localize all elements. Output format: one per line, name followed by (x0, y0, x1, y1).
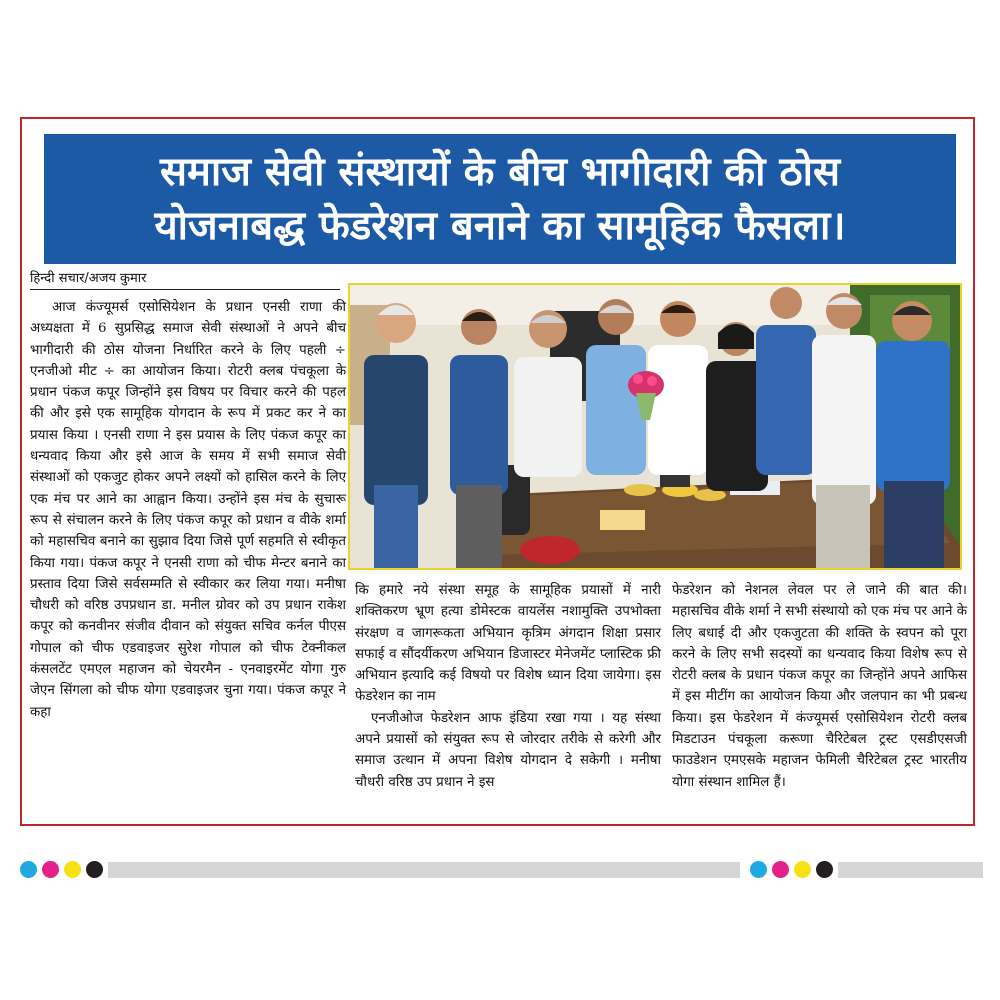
article-column-3: फेडरेशन को नेशनल लेवल पर ले जाने की बात की। महासचिव वीके शर्मा ने सभी संस्थायो को एक मंच पर आने के लिए बधाई दी और एकजुटता की शक्ति के स्वपन को पूरा करने के लिए सभी सदस्यों का धन्यवाद किया विशेष रूप से रोटरी क्लब के प्रधान पंकज कपूर का जिन्होंने अपने आफिस में इस मीटींग का आयोजन किया और जलपान का भी प्रबन्ध किया। इस फेडरेशन में कंज्यूमर्स एसोसियेशन रोटरी क्लब मिडटाउन पंचकूला करूणा चैरिटेबल ट्रस्ट एसडीएसजी फाउडेशन एमएसके महाजन फेमिली चैरिटेबल ट्रस्ट भारतीय योगा संस्थान शामिल हैं। (672, 583, 967, 790)
headline (44, 134, 956, 264)
person-9 (876, 301, 950, 568)
magenta-dot-right (772, 861, 789, 878)
group-photo (348, 283, 962, 570)
magenta-dot-left (42, 861, 59, 878)
strip-bar-left (108, 862, 740, 878)
yellow-dot-right (794, 861, 811, 878)
cyan-dot-right (750, 861, 767, 878)
yellow-dot-left (64, 861, 81, 878)
headline-line-2: योजनाबद्ध फेडरेशन बनाने का सामूहिक फैसला। (154, 203, 846, 249)
headline-line-1: समाज सेवी संस्थायों के बीच भागीदारी की ठोस (159, 149, 841, 195)
article-column-2-paragraph-1: कि हमारे नये संस्था समूह के सामूहिक प्रयासों में नारी शक्तिकरण भ्रूण हत्या डोमेस्टक वायलेंस नशामुक्ति उपभोक्ता संरक्षण व जागरूकता अभियान कृत्रिम अंगदान शिक्षा प्रसार सफाई व सौंदर्यीकरण अभियान डिजास्टर मेनेजमेंट प्लास्टिक फ्री अभियान इत्यादि कई विषयो पर विशेष ध्यान दिया जायेगा। इस फेडरेशन का नाम (355, 583, 661, 705)
group-photo-image (350, 285, 960, 568)
black-dot-left (86, 861, 103, 878)
byline-rule (30, 289, 340, 290)
cyan-dot-left (20, 861, 37, 878)
strip-bar-right (838, 862, 983, 878)
newspaper-clipping (20, 117, 975, 826)
registration-strip (0, 852, 1000, 892)
article-column-1: आज कंज्यूमर्स एसोसियेशन के प्रधान एनसी राणा की अध्यक्षता में 6 सुप्रसिद्ध समाज सेवी संस्थाओं ने अपने बीच भागीदारी की ठोस योजना निर्धारित करने के लिए पहली ÷ एनजीओ मीट ÷ का आयोजन किया। रोटरी क्लब पंचकूला के प्रधान पंकज कपूर जिन्होंने इस विषय पर विचार करने की पहल की और इसे एक सामूहिक योगदान के रूप में प्रकट कर ने का प्रयास किया । एनसी राणा ने इस प्रयास के लिए पंकज कपूर का धन्यवाद किया और इसे आज के समय में सभी समाज सेवी संस्थाओं को एकजुट होकर अपने लक्ष्यों को हासिल करने के लिए एक मंच पर आने का आह्वान किया। उन्होंने इस मंच के सुचारू रूप से संचालन करने के लिए पंकज कपूर को प्रधान व वीके शर्मा को महासचिव बनाने का सुझाव दिया जिसे पूर्ण सहमति से स्वीकृत किया गया। पंकज कपूर ने एनसी राणा को चीफ मेन्टर बनाने का प्रस्ताव दिया जिसे सर्वसम्मति से स्वीकार कर लिया गया। मनीषा चौधरी को वरिष्ठ उपप्रधान डा. मनील ग्रोवर को उप प्रधान राकेश कपूर को कनवीनर संजीव दीवान को संयुक्त सचिव कर्नल पीएस गोपाल को चीफ एडवाइजर सुरेश गोपाल को चीफ टेक्नीकल कंसलटेंट एमएल महाजन को चेयरमैन - एनवाइरमेंट योगा गुरु जेएन सिंगला को चीफ योगा एडवाइजर चुना गया। पंकज कपूर ने कहा (30, 300, 346, 720)
black-dot-right (816, 861, 833, 878)
article-column-2 (355, 580, 661, 820)
byline: हिन्दी सचार/अजय कुमार (30, 271, 147, 286)
article-column-2-paragraph-2: एनजीओज फेडरेशन आफ इंडिया रखा गया । यह संस्था अपने प्रयासों को संयुक्त रूप से जोरदार तरीके से करेगी और समाज उत्थान में अपना विशेष योगदान दे सकेगी । मनीषा चौधरी वरिष्ठ उप प्रधान ने इस (355, 710, 661, 790)
